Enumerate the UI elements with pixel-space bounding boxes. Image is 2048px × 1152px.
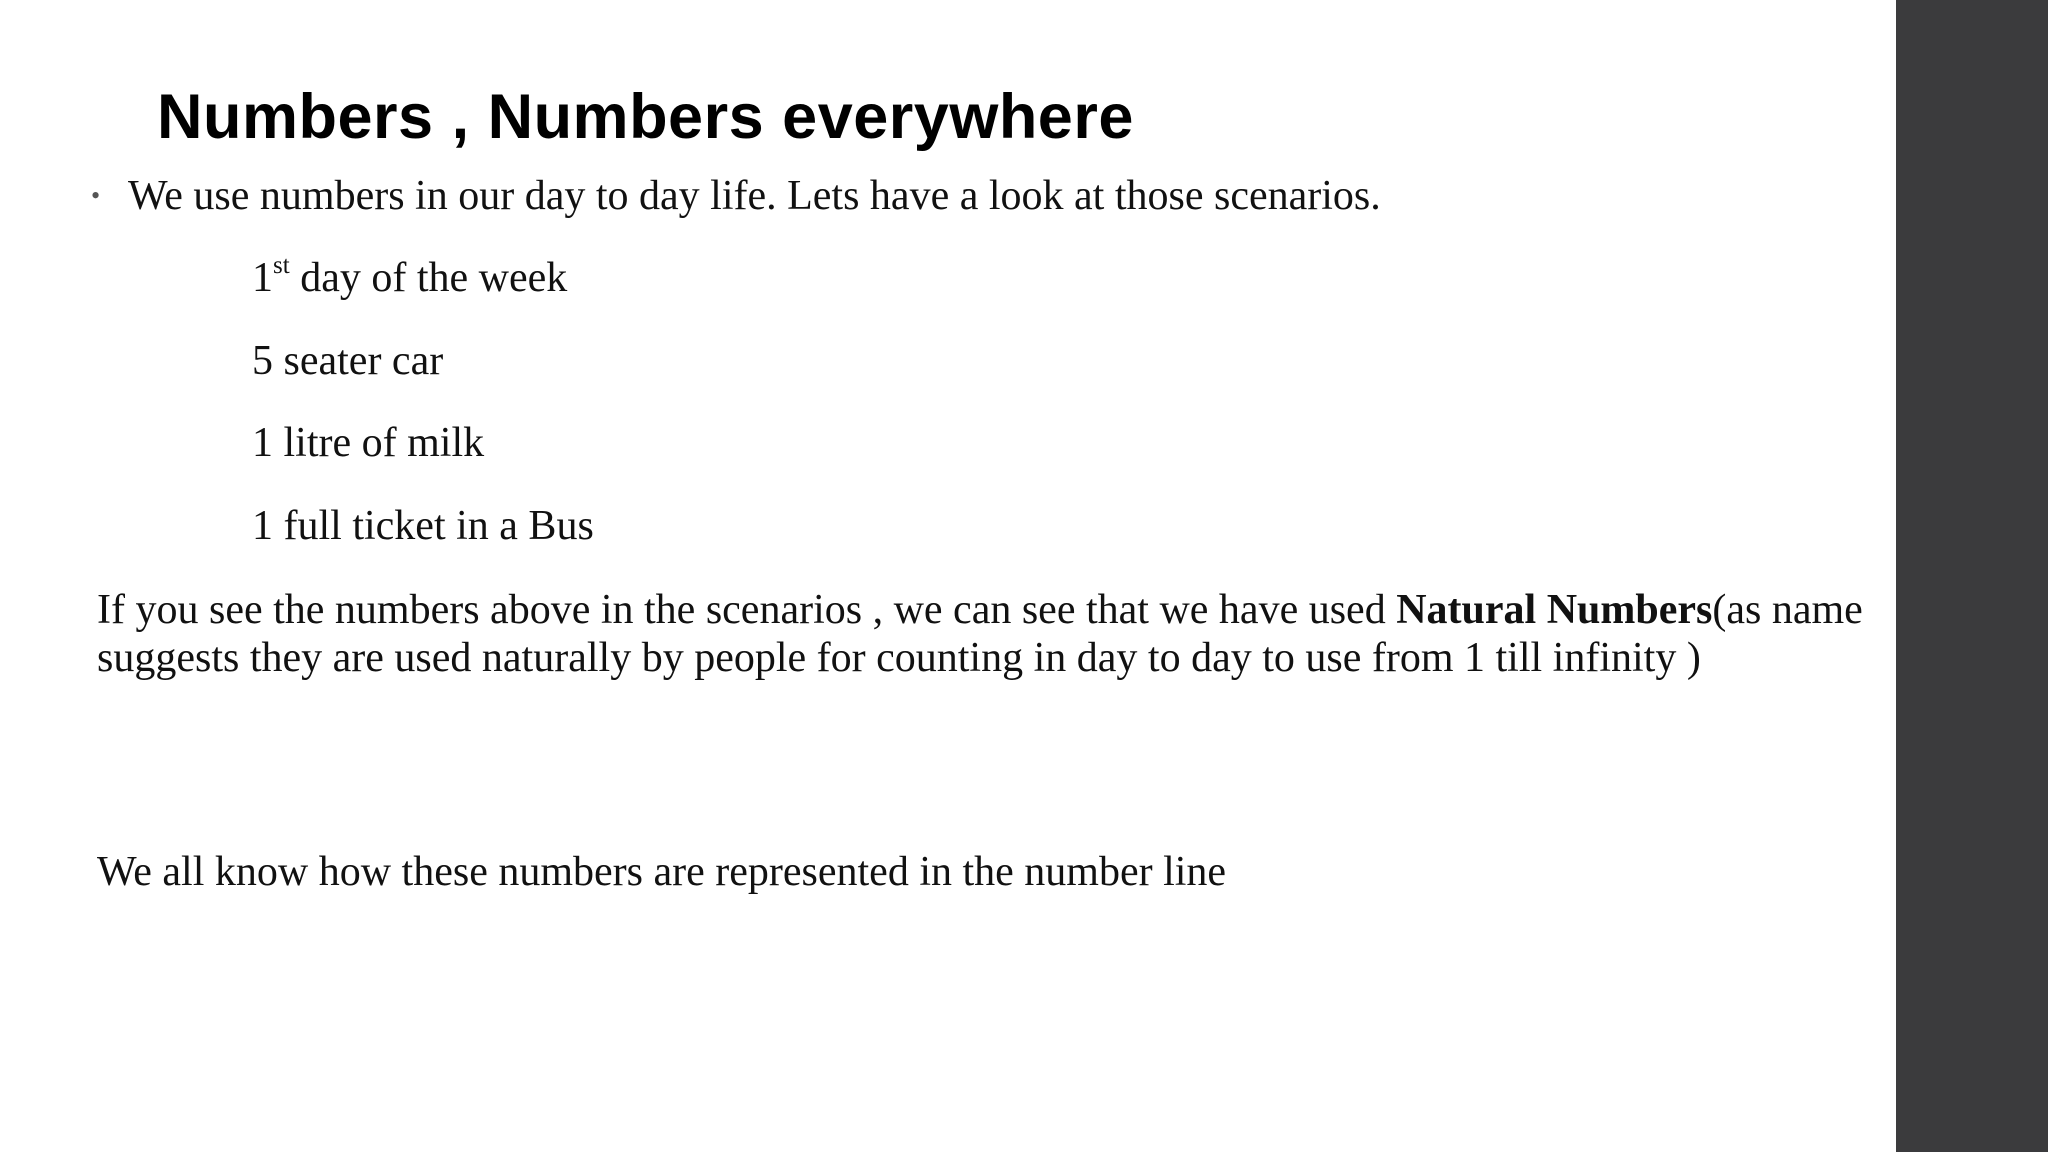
example-number: 1: [252, 255, 273, 301]
example-text: day of the week: [289, 255, 568, 301]
side-bar: [1896, 0, 2048, 1152]
number-line-statement: We all know how these numbers are represented in the number line: [97, 849, 1227, 895]
example-litre-milk: 1 litre of milk: [252, 420, 485, 466]
example-bus-ticket: 1 full ticket in a Bus: [252, 503, 594, 549]
example-first-day: [252, 254, 567, 302]
paragraph-intro: If you see the numbers above in the scenarios , we can see that we have used: [97, 587, 1397, 633]
natural-numbers-paragraph: [97, 586, 1877, 682]
paragraph-explanation: (as name suggests they are used naturally by people for counting in day to day to use from 1 till infinity ): [97, 587, 1863, 681]
slide-title: Numbers , Numbers everywhere: [157, 82, 1134, 152]
ordinal-superscript: st: [273, 252, 290, 279]
natural-numbers-term: Natural Numbers: [1396, 587, 1713, 633]
bullet-text: We use numbers in our day to day life. Lets have a look at those scenarios.: [128, 173, 1381, 219]
bullet-icon: •: [91, 181, 101, 210]
example-seater-car: 5 seater car: [252, 338, 444, 384]
